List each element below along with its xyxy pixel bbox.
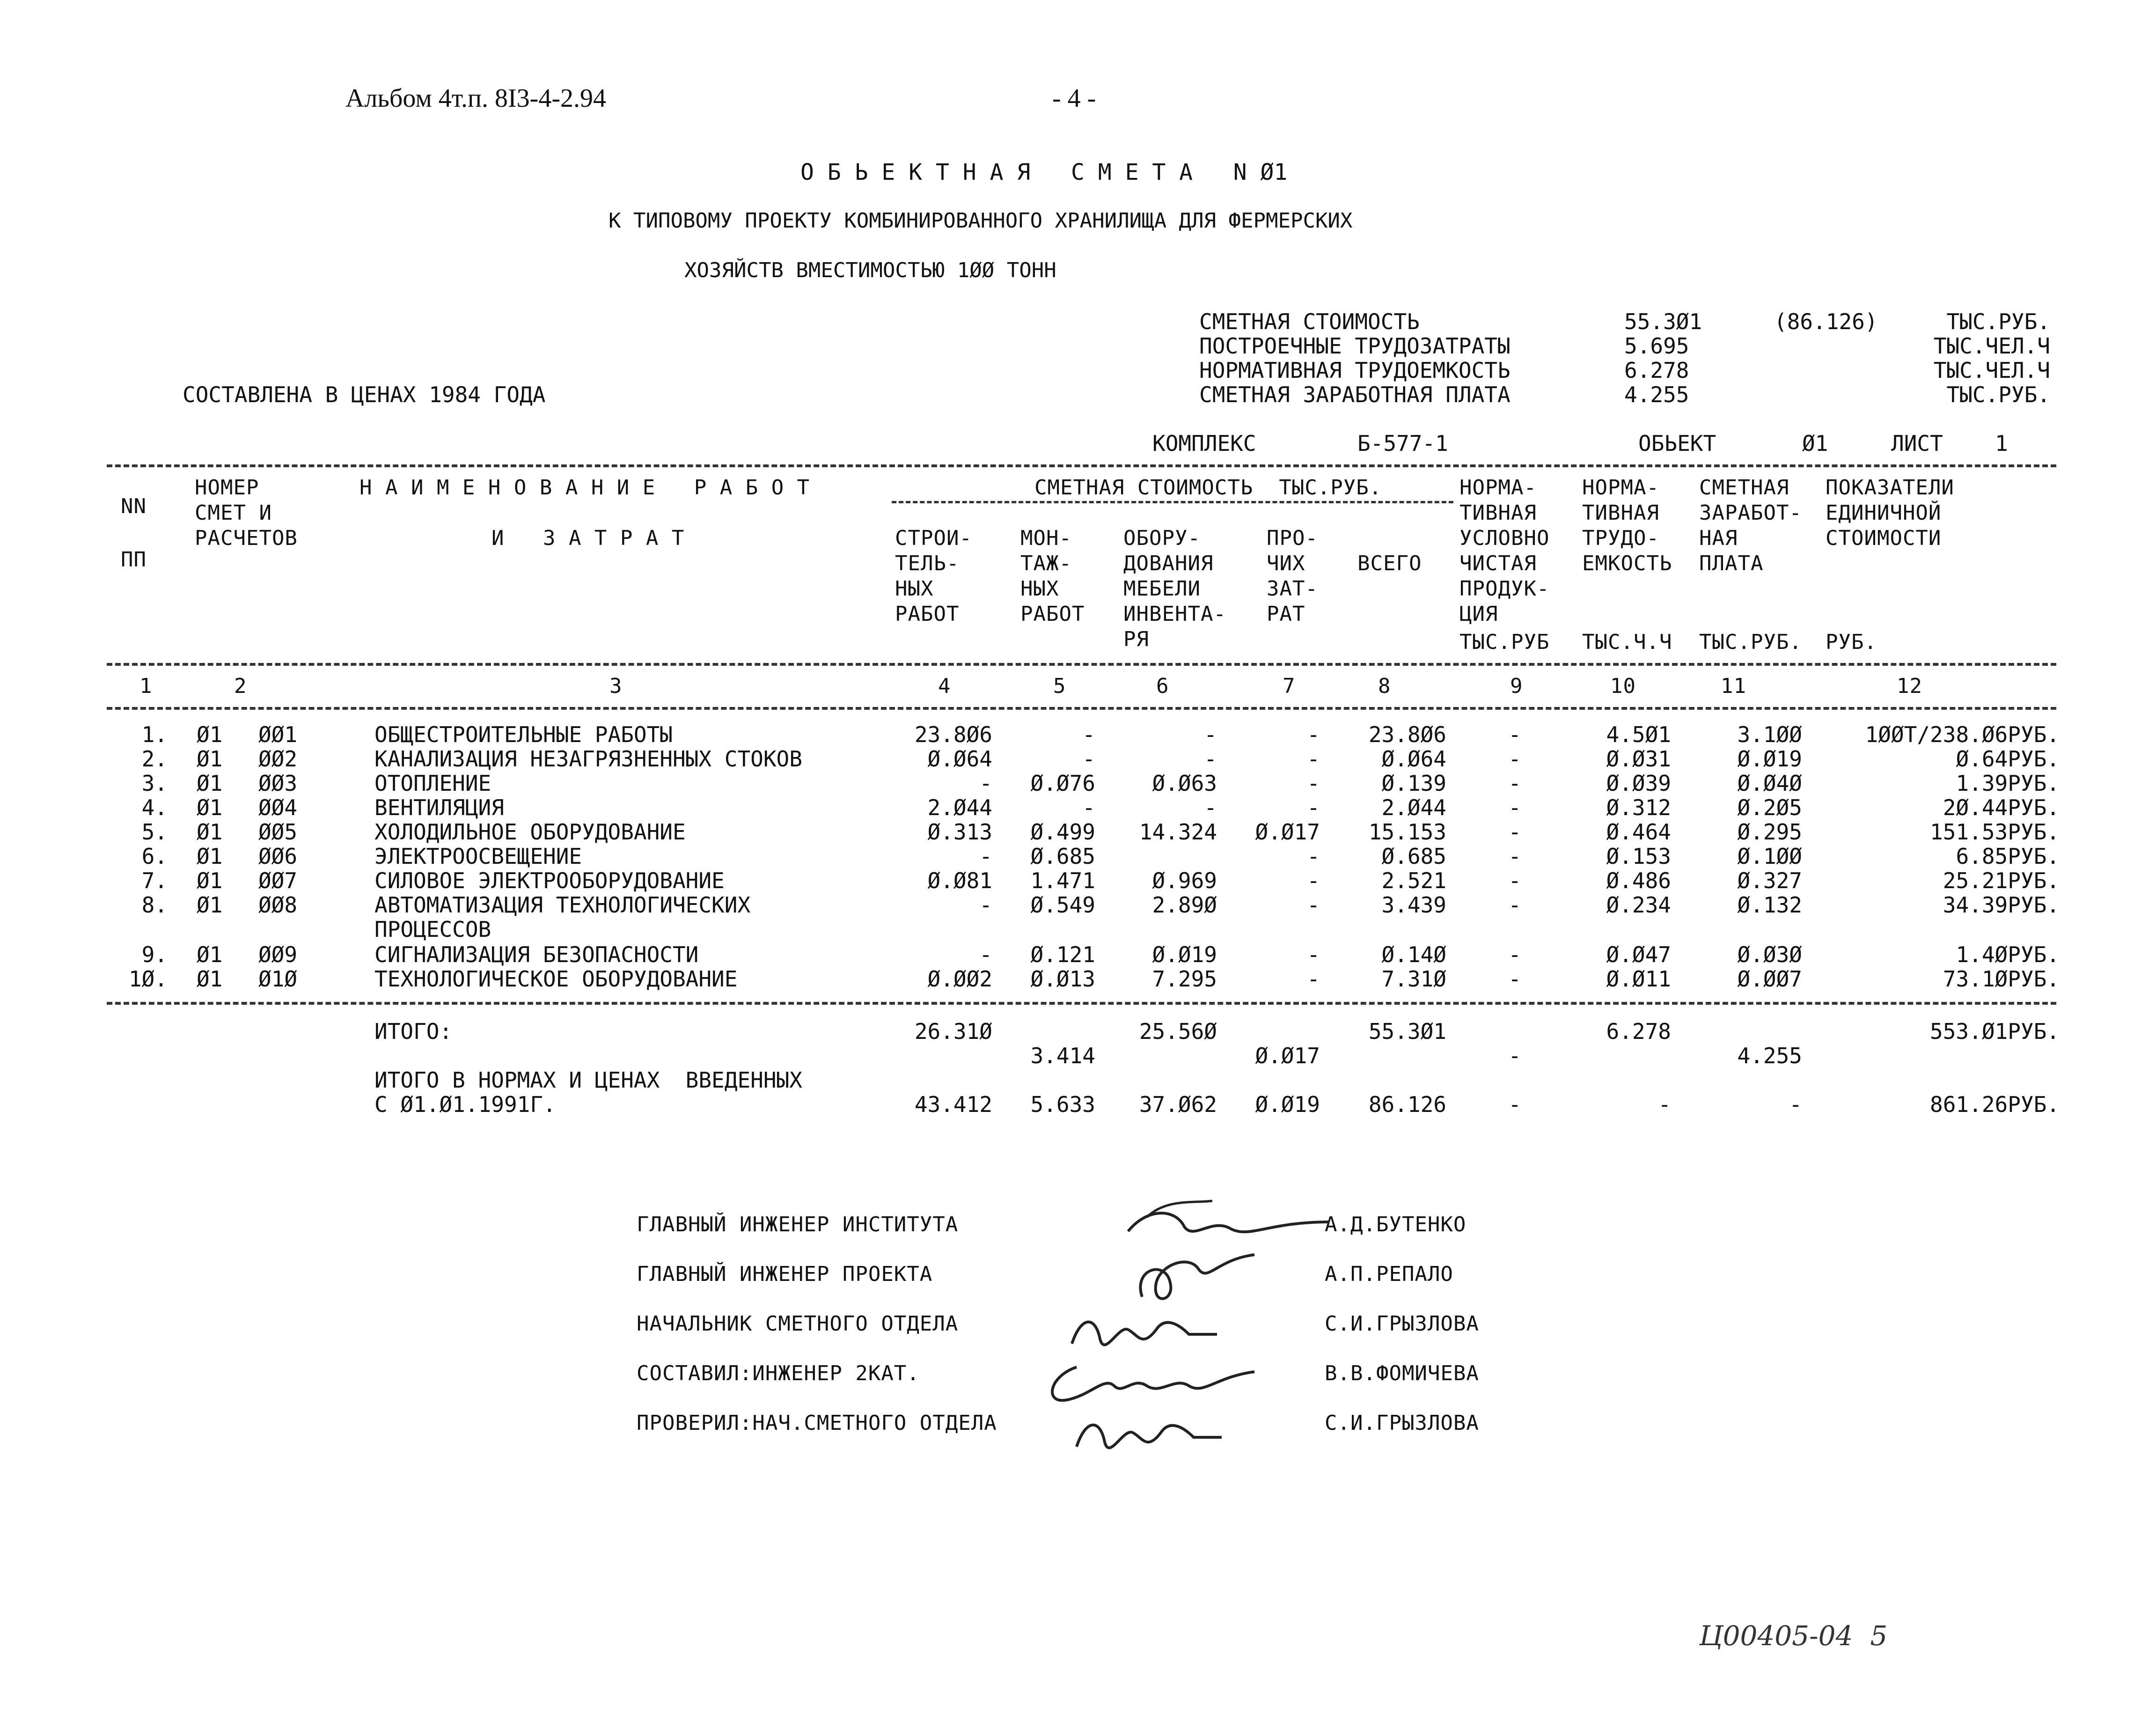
unit-cost-indicator: 2Ø.44РУБ. xyxy=(1943,795,2060,820)
header-col3: Н А И М Е Н О В А Н И Е Р А Б О Т xyxy=(359,476,810,500)
estimate-number-part1: Ø1 xyxy=(197,819,223,845)
equipment-cost: - xyxy=(1204,746,1217,772)
estimate-number-part1: Ø1 xyxy=(197,722,223,747)
header-col11: ПЛАТА xyxy=(1699,552,1764,575)
summary-unit: ТЫС.РУБ. xyxy=(1946,309,2050,334)
equipment-cost: Ø.969 xyxy=(1152,868,1217,893)
unit-cost-indicator: 1.39РУБ. xyxy=(1956,771,2060,796)
total-1991-unit-cost: 861.26РУБ. xyxy=(1930,1092,2060,1117)
estimate-number-part1: Ø1 xyxy=(197,746,223,772)
total-1991-label: С Ø1.Ø1.1991Г. xyxy=(374,1092,556,1117)
header-col4: НЫХ xyxy=(895,577,934,601)
archive-number: Ц00405-04 5 xyxy=(1699,1620,1888,1652)
total-unit-cost: 553.Ø1РУБ. xyxy=(1930,1019,2060,1044)
estimate-number-part1: Ø1 xyxy=(197,771,223,796)
header-col9: ПРОДУК- xyxy=(1459,577,1550,601)
other-cost: Ø.Ø17 xyxy=(1255,819,1320,845)
summary-label: СМЕТНАЯ ЗАРАБОТНАЯ ПЛАТА xyxy=(1199,382,1511,407)
header-col7: ПРО- xyxy=(1267,526,1318,550)
work-name: ХОЛОДИЛЬНОЕ ОБОРУДОВАНИЕ xyxy=(374,819,686,845)
wages: Ø.Ø4Ø xyxy=(1737,771,1802,796)
column-number: 12 xyxy=(1897,674,1922,698)
sheet-label: ЛИСТ xyxy=(1891,431,1943,456)
total-1991-all: 86.126 xyxy=(1368,1092,1446,1117)
work-name: АВТОМАТИЗАЦИЯ ТЕХНОЛОГИЧЕСКИХ xyxy=(374,892,751,918)
column-number: 1 xyxy=(139,674,153,698)
complex-value: Б-577-1 xyxy=(1357,431,1448,456)
work-name: СИГНАЛИЗАЦИЯ БЕЗОПАСНОСТИ xyxy=(374,942,699,967)
other-cost: - xyxy=(1307,942,1320,967)
total-cost: Ø.Ø64 xyxy=(1381,746,1446,772)
header-col5: НЫХ xyxy=(1020,577,1059,601)
total-cost: 7.31Ø xyxy=(1381,966,1446,992)
header-col11: НАЯ xyxy=(1699,526,1738,550)
estimate-number-part2: ØØ2 xyxy=(258,746,298,772)
estimate-number-part2: ØØ3 xyxy=(258,771,298,796)
estimate-number-part1: Ø1 xyxy=(197,942,223,967)
installation-cost: 1.471 xyxy=(1030,868,1095,893)
header-col9: ЧИСТАЯ xyxy=(1459,552,1537,575)
header-col10: ТЫС.Ч.Ч xyxy=(1582,630,1672,654)
total-1991-other: Ø.Ø19 xyxy=(1255,1092,1320,1117)
wages: Ø.132 xyxy=(1737,892,1802,918)
column-number: 5 xyxy=(1053,674,1066,698)
total-installation: 3.414 xyxy=(1030,1043,1095,1068)
installation-cost: Ø.499 xyxy=(1030,819,1095,845)
wages: Ø.Ø3Ø xyxy=(1737,942,1802,967)
construction-cost: - xyxy=(979,771,992,796)
header-col10: НОРМА- xyxy=(1582,476,1659,500)
net-production: - xyxy=(1508,722,1521,747)
total-cost: 2.Ø44 xyxy=(1381,795,1446,820)
row-number: 2. xyxy=(141,746,168,772)
estimate-number-part2: ØØ1 xyxy=(258,722,298,747)
total-labor-intensity: 6.278 xyxy=(1606,1019,1671,1044)
unit-cost-indicator: 34.39РУБ. xyxy=(1943,892,2060,918)
header-col4: ТЕЛЬ- xyxy=(895,552,960,575)
header-col4: РАБОТ xyxy=(895,602,960,626)
wages: Ø.295 xyxy=(1737,819,1802,845)
total-1991-equipment: 37.Ø62 xyxy=(1139,1092,1217,1117)
header-col9: ЦИЯ xyxy=(1459,602,1498,626)
header-col6: ОБОРУ- xyxy=(1123,526,1201,550)
row-number: 8. xyxy=(141,892,168,918)
column-number: 8 xyxy=(1378,674,1391,698)
work-name: ОБЩЕСТРОИТЕЛЬНЫЕ РАБОТЫ xyxy=(374,722,673,747)
column-number: 2 xyxy=(234,674,247,698)
header-col7: ЧИХ xyxy=(1267,552,1305,575)
summary-value: 4.255 xyxy=(1624,382,1689,407)
column-number: 10 xyxy=(1610,674,1636,698)
header-col11: ЗАРАБОТ- xyxy=(1699,501,1802,525)
labor-intensity: 4.5Ø1 xyxy=(1606,722,1671,747)
construction-cost: Ø.Ø81 xyxy=(927,868,992,893)
estimate-number-part2: ØØ4 xyxy=(258,795,298,820)
unit-cost-indicator: 25.21РУБ. xyxy=(1943,868,2060,893)
work-name: СИЛОВОЕ ЭЛЕКТРООБОРУДОВАНИЕ xyxy=(374,868,725,893)
header-col12: ПОКАЗАТЕЛИ xyxy=(1826,476,1954,500)
net-production: - xyxy=(1508,844,1521,869)
header-col2: РАСЧЕТОВ xyxy=(195,526,298,550)
total-cost: 23.8Ø6 xyxy=(1368,722,1446,747)
unit-cost-indicator: Ø.64РУБ. xyxy=(1956,746,2060,772)
header-col1: NN xyxy=(121,494,147,518)
header-col9: ТЫС.РУБ xyxy=(1459,630,1550,654)
total-1991-construction: 43.412 xyxy=(914,1092,992,1117)
equipment-cost: - xyxy=(1204,722,1217,747)
colnum-bottom-rule xyxy=(107,707,2056,710)
header-col9: НОРМА- xyxy=(1459,476,1537,500)
signature-name: А.П.РЕПАЛО xyxy=(1325,1262,1453,1286)
total-other: Ø.Ø17 xyxy=(1255,1043,1320,1068)
row-number: 9. xyxy=(141,942,168,967)
header-col7: РАТ xyxy=(1267,602,1305,626)
estimate-number-part2: ØØ7 xyxy=(258,868,298,893)
column-number: 11 xyxy=(1721,674,1746,698)
signature-name: В.В.ФОМИЧЕВА xyxy=(1325,1361,1479,1385)
equipment-cost: 14.324 xyxy=(1139,819,1217,845)
work-name-continuation: ПРОЦЕССОВ xyxy=(374,917,491,942)
column-number: 9 xyxy=(1510,674,1523,698)
row-number: 7. xyxy=(141,868,168,893)
construction-cost: - xyxy=(979,892,992,918)
labor-intensity: Ø.464 xyxy=(1606,819,1671,845)
estimate-number-part2: ØØ6 xyxy=(258,844,298,869)
summary-extra: (86.126) xyxy=(1774,309,1878,334)
total-cost: 3.439 xyxy=(1381,892,1446,918)
wages: Ø.327 xyxy=(1737,868,1802,893)
header-col2: НОМЕР xyxy=(195,476,259,500)
estimate-number-part1: Ø1 xyxy=(197,892,223,918)
estimate-number-part1: Ø1 xyxy=(197,868,223,893)
column-number: 3 xyxy=(609,674,623,698)
construction-cost: 23.8Ø6 xyxy=(914,722,992,747)
row-number: 6. xyxy=(141,844,168,869)
other-cost: - xyxy=(1307,746,1320,772)
header-col10: ЕМКОСТЬ xyxy=(1582,552,1672,575)
wages: Ø.Ø19 xyxy=(1737,746,1802,772)
other-cost: - xyxy=(1307,795,1320,820)
header-col7: ЗАТ- xyxy=(1267,577,1318,601)
unit-cost-indicator: 1.4ØРУБ. xyxy=(1956,942,2060,967)
signature-role: ПРОВЕРИЛ:НАЧ.СМЕТНОГО ОТДЕЛА xyxy=(637,1411,997,1435)
row-number: 3. xyxy=(141,771,168,796)
installation-cost: Ø.Ø76 xyxy=(1030,771,1095,796)
net-production: - xyxy=(1508,868,1521,893)
other-cost: - xyxy=(1307,868,1320,893)
prices-note: СОСТАВЛЕНА В ЦЕНАХ 1984 ГОДА xyxy=(183,382,546,407)
signature-role: НАЧАЛЬНИК СМЕТНОГО ОТДЕЛА xyxy=(637,1312,959,1336)
album-reference: Альбом 4т.п. 8I3-4-2.94 xyxy=(345,84,606,113)
other-cost: - xyxy=(1307,966,1320,992)
header-col10: ТРУДО- xyxy=(1582,526,1659,550)
labor-intensity: Ø.Ø39 xyxy=(1606,771,1671,796)
construction-cost: - xyxy=(979,942,992,967)
header-col1: ПП xyxy=(121,548,147,572)
total-cost: Ø.139 xyxy=(1381,771,1446,796)
estimate-number-part2: ØØ8 xyxy=(258,892,298,918)
unit-cost-indicator: 1ØØТ/238.Ø6РУБ. xyxy=(1865,722,2060,747)
total-cost: 2.521 xyxy=(1381,868,1446,893)
header-col11: ТЫС.РУБ. xyxy=(1699,630,1802,654)
work-name: ТЕХНОЛОГИЧЕСКОЕ ОБОРУДОВАНИЕ xyxy=(374,966,738,992)
complex-label: КОМПЛЕКС xyxy=(1152,431,1256,456)
header-col5: МОН- xyxy=(1020,526,1072,550)
total-label: ИТОГО: xyxy=(374,1019,453,1044)
work-name: ОТОПЛЕНИЕ xyxy=(374,771,491,796)
signature-role: ГЛАВНЫЙ ИНЖЕНЕР ПРОЕКТА xyxy=(637,1262,933,1286)
net-production: - xyxy=(1508,892,1521,918)
header-col12: ЕДИНИЧНОЙ xyxy=(1826,501,1942,525)
column-number: 4 xyxy=(938,674,951,698)
work-name: КАНАЛИЗАЦИЯ НЕЗАГРЯЗНЕННЫХ СТОКОВ xyxy=(374,746,802,772)
installation-cost: Ø.121 xyxy=(1030,942,1095,967)
unit-cost-indicator: 6.85РУБ. xyxy=(1956,844,2060,869)
labor-intensity: Ø.153 xyxy=(1606,844,1671,869)
header-cost-group: СМЕТНАЯ СТОИМОСТЬ ТЫС.РУБ. xyxy=(1034,476,1382,500)
row-number: 1Ø. xyxy=(128,966,168,992)
installation-cost: - xyxy=(1082,746,1095,772)
equipment-cost: Ø.Ø63 xyxy=(1152,771,1217,796)
header-col4: СТРОИ- xyxy=(895,526,972,550)
cost-group-rule xyxy=(892,501,1453,503)
total-cost: 15.153 xyxy=(1368,819,1446,845)
total-1991-wages: - xyxy=(1789,1092,1802,1117)
estimate-number-part1: Ø1 xyxy=(197,795,223,820)
total-construction: 26.31Ø xyxy=(914,1019,992,1044)
summary-label: НОРМАТИВНАЯ ТРУДОЕМКОСТЬ xyxy=(1199,358,1511,383)
document-subtitle-line2: ХОЗЯЙСТВ ВМЕСТИМОСТЬЮ 1ØØ ТОНН xyxy=(684,258,1056,282)
summary-value: 6.278 xyxy=(1624,358,1689,383)
installation-cost: - xyxy=(1082,722,1095,747)
installation-cost: Ø.685 xyxy=(1030,844,1095,869)
header-col3: И З А Т Р А Т xyxy=(491,526,685,550)
total-1991-net-production: - xyxy=(1508,1092,1521,1117)
header-col8: ВСЕГО xyxy=(1357,552,1422,575)
equipment-cost: 2.89Ø xyxy=(1152,892,1217,918)
net-production: - xyxy=(1508,819,1521,845)
labor-intensity: Ø.234 xyxy=(1606,892,1671,918)
construction-cost: - xyxy=(979,844,992,869)
header-col11: СМЕТНАЯ xyxy=(1699,476,1789,500)
equipment-cost: - xyxy=(1204,795,1217,820)
other-cost: - xyxy=(1307,892,1320,918)
document-subtitle-line1: К ТИПОВОМУ ПРОЕКТУ КОМБИНИРОВАННОГО ХРАНИЛИЩА ДЛЯ ФЕРМЕРСКИХ xyxy=(609,209,1353,233)
header-col6: ИНВЕНТА- xyxy=(1123,602,1226,626)
header-col10: ТИВНАЯ xyxy=(1582,501,1659,525)
work-name: ЭЛЕКТРООСВЕЩЕНИЕ xyxy=(374,844,582,869)
signature-role: ГЛАВНЫЙ ИНЖЕНЕР ИНСТИТУТА xyxy=(637,1213,959,1236)
estimate-number-part1: Ø1 xyxy=(197,844,223,869)
construction-cost: Ø.Ø64 xyxy=(927,746,992,772)
net-production: - xyxy=(1508,966,1521,992)
estimate-number-part2: ØØ9 xyxy=(258,942,298,967)
body-bottom-rule xyxy=(107,1002,2056,1005)
unit-cost-indicator: 73.1ØРУБ. xyxy=(1943,966,2060,992)
summary-unit: ТЫС.ЧЕЛ.Ч xyxy=(1933,358,2050,383)
other-cost: - xyxy=(1307,844,1320,869)
other-cost: - xyxy=(1307,771,1320,796)
column-number: 6 xyxy=(1156,674,1169,698)
summary-label: ПОСТРОЕЧНЫЕ ТРУДОЗАТРАТЫ xyxy=(1199,333,1511,359)
object-value: Ø1 xyxy=(1802,431,1828,456)
construction-cost: Ø.313 xyxy=(927,819,992,845)
wages: Ø.2Ø5 xyxy=(1737,795,1802,820)
labor-intensity: Ø.Ø31 xyxy=(1606,746,1671,772)
signature-name: С.И.ГРЫЗЛОВА xyxy=(1325,1411,1479,1435)
page-number: - 4 - xyxy=(1052,84,1096,113)
row-number: 5. xyxy=(141,819,168,845)
object-label: ОБЬЕКТ xyxy=(1638,431,1716,456)
equipment-cost: Ø.Ø19 xyxy=(1152,942,1217,967)
wages: 3.1ØØ xyxy=(1737,722,1802,747)
labor-intensity: Ø.Ø47 xyxy=(1606,942,1671,967)
unit-cost-indicator: 151.53РУБ. xyxy=(1930,819,2060,845)
work-name: ВЕНТИЛЯЦИЯ xyxy=(374,795,504,820)
header-col9: УСЛОВНО xyxy=(1459,526,1550,550)
signature-name: С.И.ГРЫЗЛОВА xyxy=(1325,1312,1479,1336)
header-col9: ТИВНАЯ xyxy=(1459,501,1537,525)
net-production: - xyxy=(1508,771,1521,796)
net-production: - xyxy=(1508,746,1521,772)
header-col12: СТОИМОСТИ xyxy=(1826,526,1942,550)
wages: Ø.ØØ7 xyxy=(1737,966,1802,992)
summary-unit: ТЫС.РУБ. xyxy=(1946,382,2050,407)
header-col6: МЕБЕЛИ xyxy=(1123,577,1201,601)
header-bottom-rule xyxy=(107,663,2056,666)
header-col5: РАБОТ xyxy=(1020,602,1085,626)
installation-cost: Ø.549 xyxy=(1030,892,1095,918)
estimate-number-part1: Ø1 xyxy=(197,966,223,992)
labor-intensity: Ø.486 xyxy=(1606,868,1671,893)
signature-mark xyxy=(1067,1400,1236,1465)
header-col5: ТАЖ- xyxy=(1020,552,1072,575)
sheet-value: 1 xyxy=(1995,431,2008,456)
total-net-production: - xyxy=(1508,1043,1521,1068)
table-top-rule xyxy=(107,464,2056,467)
total-1991-label: ИТОГО В НОРМАХ И ЦЕНАХ ВВЕДЕННЫХ xyxy=(374,1067,802,1093)
other-cost: - xyxy=(1307,722,1320,747)
summary-value: 5.695 xyxy=(1624,333,1689,359)
total-equipment: 25.56Ø xyxy=(1139,1019,1217,1044)
construction-cost: 2.Ø44 xyxy=(927,795,992,820)
summary-unit: ТЫС.ЧЕЛ.Ч xyxy=(1933,333,2050,359)
wages: Ø.1ØØ xyxy=(1737,844,1802,869)
installation-cost: Ø.Ø13 xyxy=(1030,966,1095,992)
column-number: 7 xyxy=(1283,674,1296,698)
header-col6: ДОВАНИЯ xyxy=(1123,552,1214,575)
estimate-number-part2: Ø1Ø xyxy=(258,966,298,992)
signature-role: СОСТАВИЛ:ИНЖЕНЕР 2КАТ. xyxy=(637,1361,920,1385)
net-production: - xyxy=(1508,795,1521,820)
summary-label: СМЕТНАЯ СТОИМОСТЬ xyxy=(1199,309,1420,334)
installation-cost: - xyxy=(1082,795,1095,820)
labor-intensity: Ø.Ø11 xyxy=(1606,966,1671,992)
net-production: - xyxy=(1508,942,1521,967)
header-col6: РЯ xyxy=(1123,627,1149,651)
document-title: О Б Ь Е К Т Н А Я С М Е Т А N Ø1 xyxy=(800,159,1288,185)
header-col2: СМЕТ И xyxy=(195,501,272,525)
total-cost: Ø.14Ø xyxy=(1381,942,1446,967)
signature-name: А.Д.БУТЕНКО xyxy=(1325,1213,1467,1236)
total-all: 55.3Ø1 xyxy=(1368,1019,1446,1044)
row-number: 4. xyxy=(141,795,168,820)
total-1991-installation: 5.633 xyxy=(1030,1092,1095,1117)
summary-value: 55.3Ø1 xyxy=(1624,309,1702,334)
total-wages: 4.255 xyxy=(1737,1043,1802,1068)
total-1991-labor-intensity: - xyxy=(1658,1092,1671,1117)
total-cost: Ø.685 xyxy=(1381,844,1446,869)
row-number: 1. xyxy=(141,722,168,747)
construction-cost: Ø.ØØ2 xyxy=(927,966,992,992)
header-col12: РУБ. xyxy=(1826,630,1877,654)
equipment-cost: 7.295 xyxy=(1152,966,1217,992)
labor-intensity: Ø.312 xyxy=(1606,795,1671,820)
estimate-number-part2: ØØ5 xyxy=(258,819,298,845)
